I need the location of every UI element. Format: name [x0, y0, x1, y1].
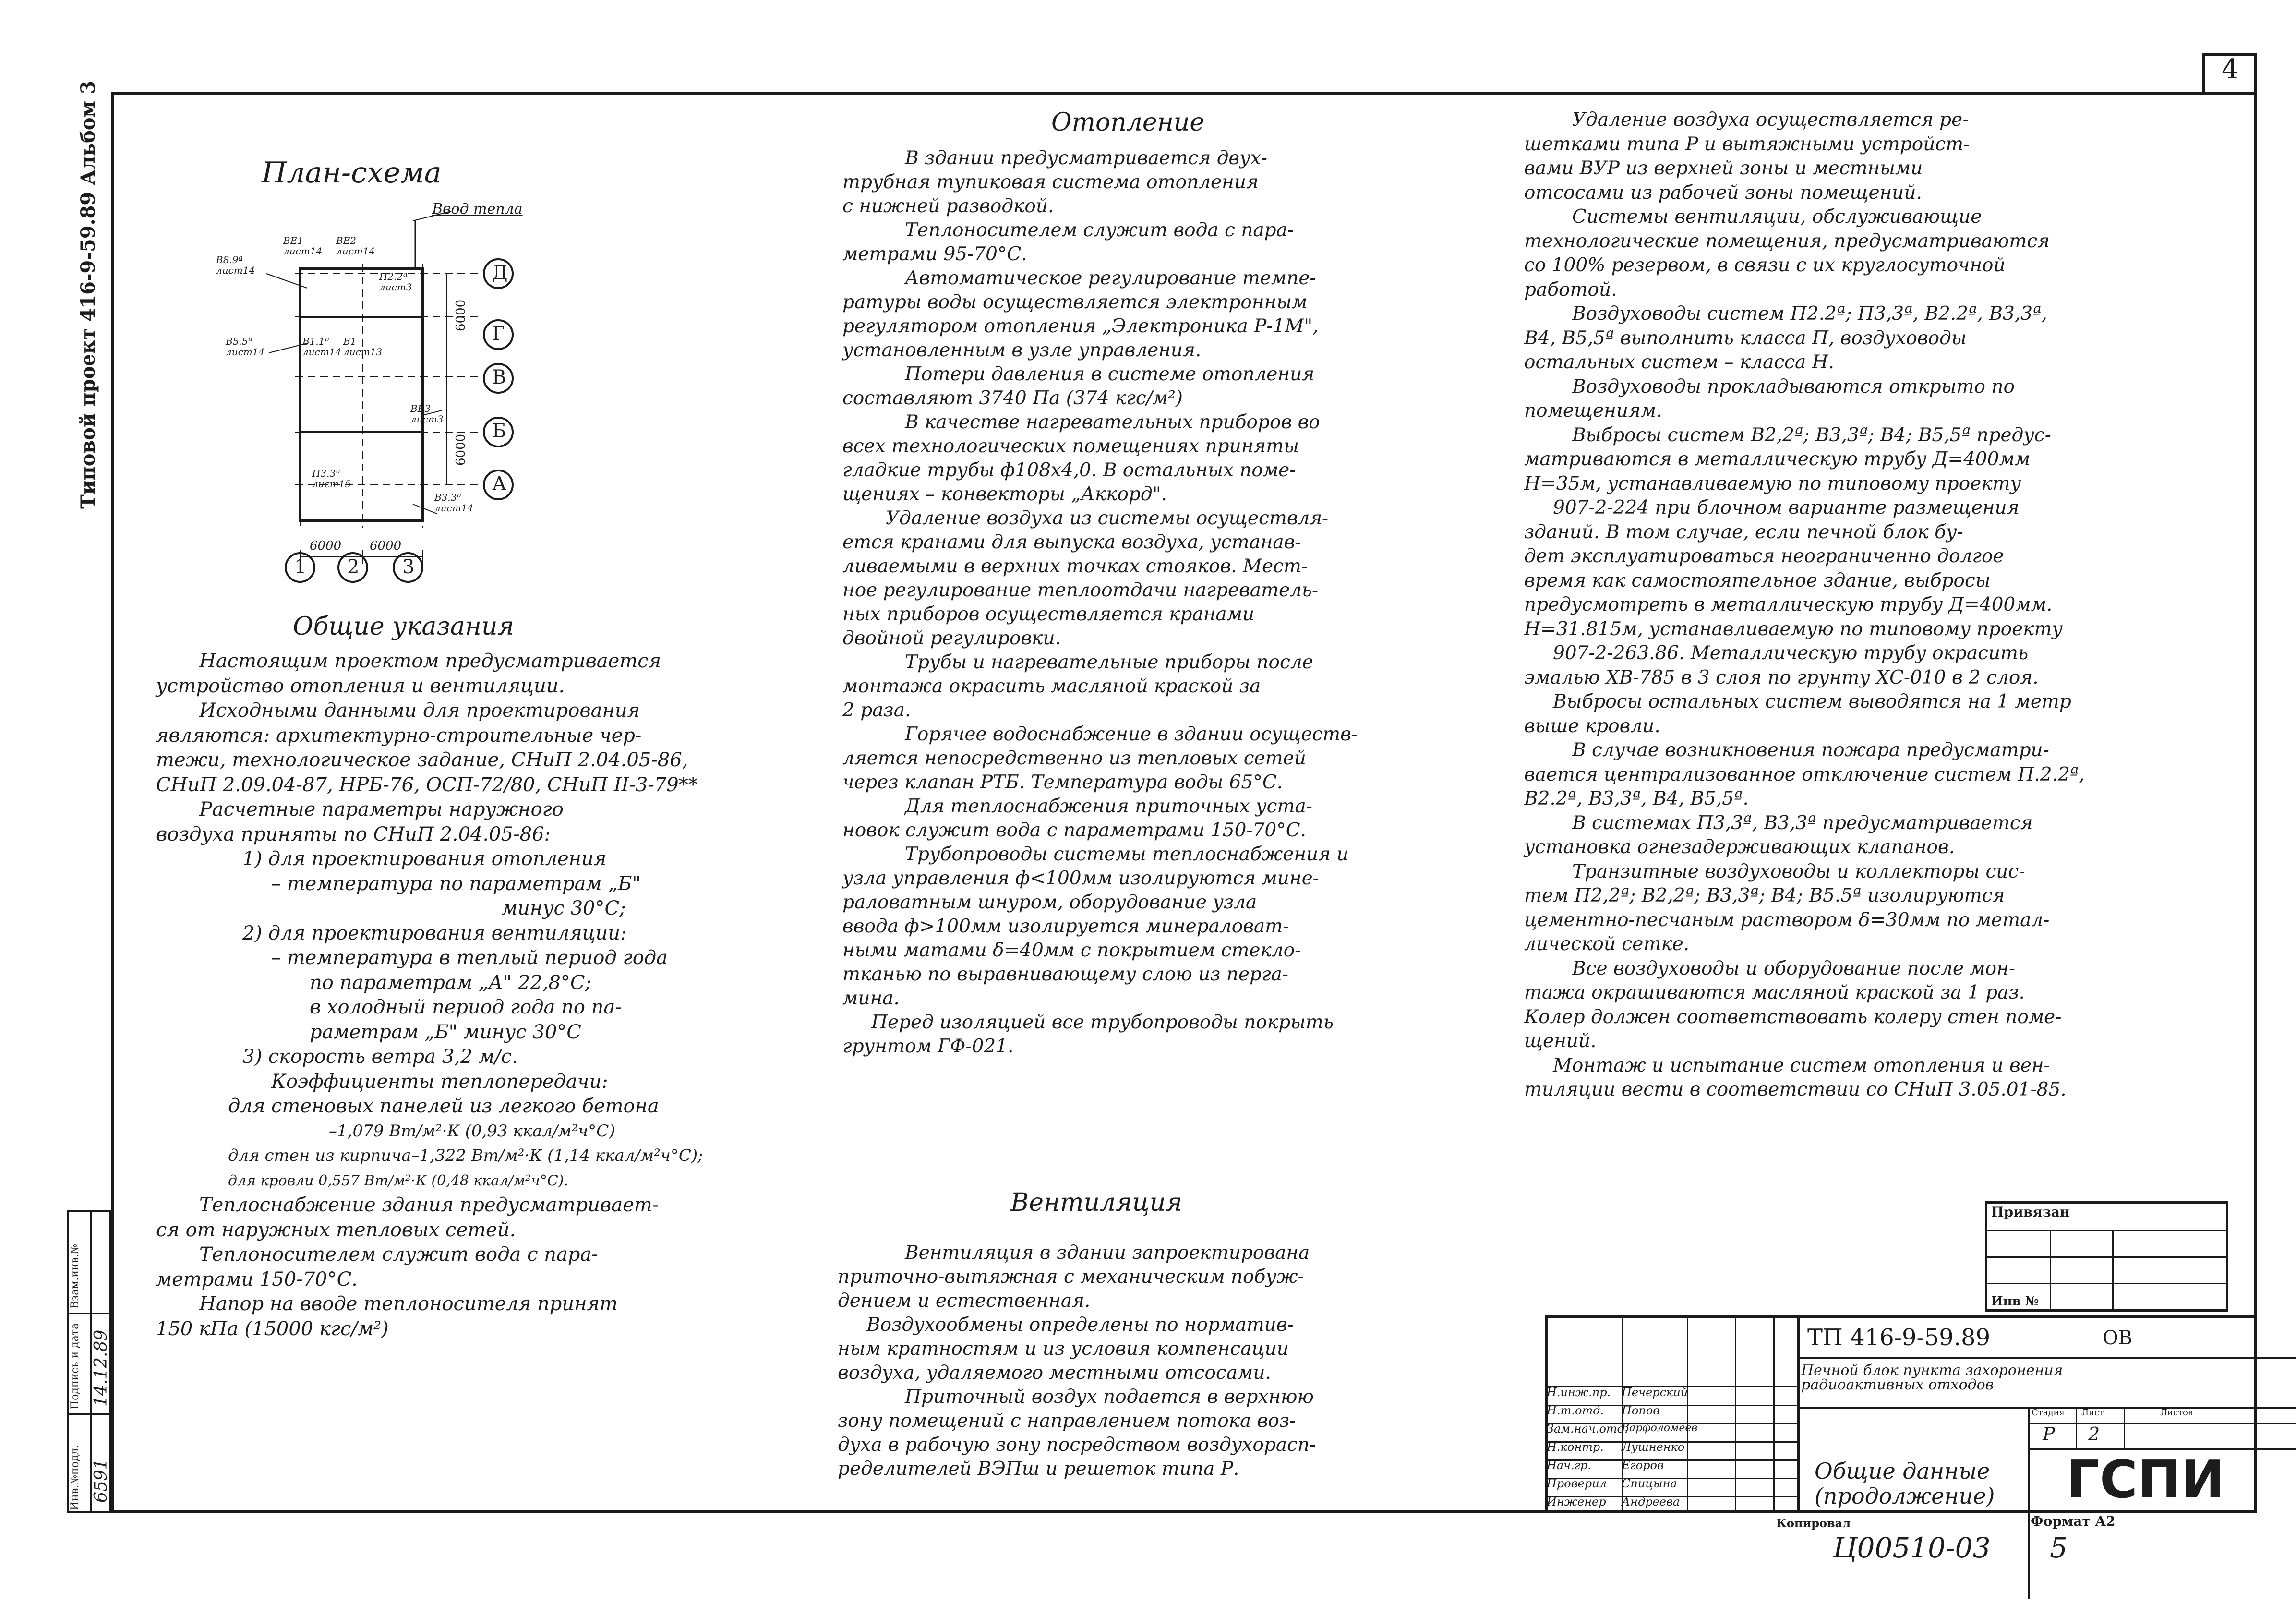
right-line: Удаление воздуха осуществляется ре- — [1572, 109, 1969, 131]
heating-line: монтажа окрасить масляной краской за — [842, 675, 1261, 697]
axis-letter-b: Б — [492, 420, 506, 442]
dim-vertical-2: 6000 — [454, 434, 468, 466]
tb-stage: Р — [2043, 1423, 2055, 1445]
side-title: Типовой проект 416-9-59.89 Альбом 3 — [77, 81, 99, 509]
right-line: Выбросы остальных систем выводятся на 1 метр — [1553, 691, 2071, 712]
right-line: Выбросы систем В2,2ª; В3,3ª; В4; В5,5ª предус- — [1572, 424, 2051, 446]
general-line: Теплоснабжение здания предусматривает- — [199, 1194, 659, 1216]
axis-letter-v: В — [492, 366, 506, 388]
general-line: Напор на вводе теплоносителя принят — [199, 1293, 618, 1315]
right-line: работой. — [1524, 278, 1617, 301]
inv-no-label: Инв № — [1991, 1294, 2039, 1309]
general-line: для стеновых панелей из легкого бетона — [228, 1095, 659, 1117]
general-line: воздуха приняты по СНиП 2.04.05-86: — [156, 823, 551, 845]
right-line: Н=31.815м, устанавливаемую по типовому проекту — [1524, 618, 2063, 640]
ventilation-line: дением и естественная. — [838, 1290, 1091, 1312]
axis-letter-g: Г — [492, 323, 505, 345]
general-line: по параметрам „А" 22,8°С; — [310, 971, 591, 994]
general-line: 2) для проектирования вентиляции: — [242, 922, 627, 944]
archive-number: Ц00510-03 — [1833, 1532, 1991, 1564]
stamp-inv-value: 6591 — [91, 1459, 111, 1503]
heating-line: Для теплоснабжения приточных уста- — [905, 796, 1312, 817]
general-notes — [156, 649, 703, 1341]
axis-number-3: 3 — [402, 556, 415, 578]
right-line: щений. — [1524, 1030, 1597, 1052]
heating-line: с нижней разводкой. — [842, 195, 1054, 217]
general-line: СНиП 2.09.04-87, НРБ-76, ОСП-72/80, СНиП II-3-79** — [156, 773, 698, 796]
heating-line: Удаление воздуха из системы осуществля- — [886, 507, 1329, 529]
stamp-inv-label: Инв.№подл. — [69, 1445, 81, 1510]
right-line: время как самостоятельное здание, выбросы — [1524, 569, 1991, 591]
heating-line: ных приборов осуществляется кранами — [842, 603, 1255, 625]
general-line: минус 30°С; — [502, 897, 626, 919]
heating-line: Горячее водоснабжение в здании осуществ- — [905, 724, 1358, 745]
plan-scheme-drawing — [211, 197, 571, 595]
sig-role-2: Зам.нач.отд. — [1547, 1422, 1628, 1435]
right-line: Транзитные воздуховоды и коллекторы сис- — [1572, 860, 2025, 882]
heating-title: Отопление — [1051, 108, 1205, 137]
tb-sheets-label: Листов — [2160, 1408, 2193, 1418]
right-line: отсосами из рабочей зоны помещений. — [1524, 181, 1922, 204]
right-line: тиляции вести в соответствии со СНиП 3.05.01-85. — [1524, 1079, 2067, 1100]
format-label: Формат А2 — [2031, 1513, 2116, 1529]
ventilation-line: приточно-вытяжная с механическим побуж- — [838, 1266, 1304, 1288]
heating-line: 2 раза. — [842, 699, 911, 721]
heating-line: Перед изоляцией все трубопроводы покрыть — [871, 1012, 1334, 1033]
stamp-vzam-label: Взам.инв.№ — [69, 1244, 81, 1309]
general-line: тежи, технологическое задание, СНиП 2.04.05-86, — [156, 749, 688, 771]
sig-role-6: Инженер — [1547, 1495, 1606, 1508]
general-line: Коэффициенты теплопередачи: — [271, 1070, 608, 1093]
stamp-date-value: 14.12.89 — [91, 1329, 111, 1407]
ventilation-line: Вентиляция в здании запроектирована — [905, 1242, 1310, 1264]
dim-horizontal-2: 6000 — [370, 539, 402, 553]
ventilation-line: Воздухообмены определены по норматив- — [866, 1314, 1294, 1336]
heating-line: Трубопроводы системы теплоснабжения и — [905, 844, 1349, 865]
plan-label-be3: ВЕ3 лист3 — [410, 403, 444, 425]
general-line: для стен из кирпича–1,322 Вт/м²·К (1,14 ккал/м²ч°С); — [228, 1146, 703, 1165]
general-title: Общие указания — [293, 612, 514, 641]
ventilation-line: ределителей ВЭПш и решеток типа Р. — [838, 1458, 1239, 1480]
heating-line: ное регулирование теплоотдачи нагреватель- — [842, 579, 1319, 601]
heating-line: тканью по выравнивающему слою из перга- — [842, 964, 1289, 985]
ventilation-title: Вентиляция — [1010, 1188, 1182, 1217]
heating-line: регулятором отопления „Электроника Р-1М", — [842, 315, 1319, 337]
sig-name-6: Андреева — [1622, 1495, 1680, 1508]
right-line: В2.2ª, В3,3ª, В4, В5,5ª. — [1524, 788, 1749, 809]
heating-line: составляют 3740 Па (374 кгс/м²) — [842, 387, 1183, 409]
sig-name-1: Попов — [1622, 1404, 1660, 1417]
general-line: Настоящим проектом предусматривается — [199, 650, 661, 672]
heating-line: В здании предусматривается двух- — [905, 147, 1267, 169]
right-line: цементно-песчаным раствором δ=30мм по метал- — [1524, 909, 2050, 931]
archive-page: 5 — [2050, 1532, 2068, 1564]
general-line: – температура по параметрам „Б" — [271, 872, 641, 895]
page-number: 4 — [2222, 54, 2239, 85]
axis-letter-d: Д — [492, 262, 508, 284]
heating-line: через клапан РТБ. Температура воды 65°С. — [842, 772, 1283, 793]
general-line: Теплоносителем служит вода с пара- — [199, 1243, 598, 1266]
axis-number-2: 2 — [347, 556, 360, 578]
tb-org: ГСПИ — [2067, 1450, 2224, 1510]
ventilation-line: Приточный воздух подается в верхнюю — [905, 1386, 1314, 1408]
right-line: матриваются в металлическую трубу Д=400мм — [1524, 448, 2031, 470]
right-line: Воздуховоды систем П2.2ª; П3,3ª, В2.2ª, В3,3ª, — [1572, 303, 2047, 325]
right-line: вами ВУР из верхней зоны и местными — [1524, 157, 1923, 179]
right-line: эмалью ХВ-785 в 3 слоя по грунту ХС-010 в 2 слоя. — [1524, 666, 2039, 688]
stamp-sign-label: Подпись и дата — [69, 1323, 81, 1410]
right-line: Воздуховоды прокладываются открыто по — [1572, 375, 2015, 398]
plan-label-v1: В1 лист13 — [343, 336, 383, 358]
plan-label-be1: ВЕ1 лист14 — [283, 235, 323, 257]
general-line: метрами 150-70°С. — [156, 1268, 358, 1290]
copied-label: Копировал — [1776, 1516, 1851, 1530]
heating-line: ливаемыми в верхних точках стояков. Мест- — [842, 555, 1308, 577]
general-line: – температура в теплый период года — [271, 947, 668, 969]
heating-line: ляется непосредственно из тепловых сетей — [842, 748, 1306, 769]
tb-doc-name: Общие данные (продолжение) — [1815, 1458, 1995, 1509]
plan-label-v55: В5.5ª лист14 — [226, 336, 265, 358]
general-line: раметрам „Б" минус 30°С — [310, 1021, 581, 1043]
sig-role-3: Н.контр. — [1547, 1440, 1604, 1454]
tb-sheet-label: Лист — [2081, 1408, 2104, 1418]
right-line: Колер должен соответствовать колеру стен поме- — [1524, 1006, 2062, 1028]
right-line: В4, В5,5ª выполнить класса П, воздуховоды — [1524, 327, 1967, 349]
heating-line: гладкие трубы ф108х4,0. В остальных поме- — [842, 459, 1296, 481]
general-line: Расчетные параметры наружного — [199, 798, 564, 820]
heating-line: ется кранами для выпуска воздуха, устанав- — [842, 531, 1301, 553]
plan-label-be2: ВЕ2 лист14 — [336, 235, 375, 257]
heating-line: грунтом ГФ-021. — [842, 1036, 1014, 1057]
plan-label-v33: В3.3ª лист14 — [434, 492, 474, 514]
tb-object: Печной блок пункта захоронения радиоактивных отходов — [1801, 1362, 2063, 1393]
dim-vertical-1: 6000 — [454, 299, 468, 331]
heating-line: Теплоносителем служит вода с пара- — [905, 219, 1294, 241]
heating-line: ными матами δ=40мм с покрытием стекло- — [842, 940, 1301, 961]
general-line: устройство отопления и вентиляции. — [156, 675, 565, 697]
right-line: Системы вентиляции, обслуживающие — [1572, 206, 1982, 228]
heating-line: двойной регулировки. — [842, 627, 1061, 649]
sig-role-0: Н.инж.пр. — [1547, 1386, 1611, 1399]
general-line: в холодный период года по па- — [310, 996, 622, 1018]
right-line: Монтаж и испытание систем отопления и вен- — [1553, 1054, 2050, 1076]
heating-line: установленным в узле управления. — [842, 339, 1202, 361]
right-line: дет эксплуатироваться неограниченно долгое — [1524, 545, 2004, 567]
heating-line: новок служит вода с параметрами 150-70°С. — [842, 820, 1306, 841]
heating-line: всех технологических помещениях приняты — [842, 435, 1299, 457]
general-line: Исходными данными для проектирования — [199, 699, 640, 722]
heating-line: Трубы и нагревательные приборы после — [905, 651, 1313, 673]
ventilation-line: воздуха, удаляемого местными отсосами. — [838, 1362, 1271, 1384]
heating-line: раловатным шнуром, оборудование узла — [842, 892, 1257, 913]
plan-title: План-схема — [262, 156, 442, 190]
heating-line: Автоматическое регулирование темпе- — [905, 267, 1316, 289]
ventilation-line: духа в рабочую зону посредством воздухорасп- — [838, 1434, 1316, 1456]
right-line: выше кровли. — [1524, 715, 1660, 737]
right-line: шетками типа Р и вытяжными устройст- — [1524, 133, 1970, 155]
heating-line: метрами 95-70°С. — [842, 243, 1027, 265]
right-line: со 100% резервом, в связи с их круглосуточной — [1524, 254, 2006, 276]
tb-code: ТП 416-9-59.89 — [1807, 1324, 1991, 1351]
right-line: предусмотреть в металлическую трубу Д=400мм. — [1524, 594, 2053, 615]
general-line: –1,079 Вт/м²·К (0,93 ккал/м²ч°С) — [329, 1121, 615, 1141]
heating-line: мина. — [842, 988, 900, 1009]
right-line: остальных систем – класса Н. — [1524, 351, 1835, 373]
right-line: тем П2,2ª; В2,2ª; В3,3ª; В4; В5.5ª изолируются — [1524, 885, 2005, 906]
sig-role-1: Н.т.отд. — [1547, 1404, 1604, 1417]
right-line: технологические помещения, предусматриваются — [1524, 230, 2050, 252]
right-line: В случае возникновения пожара предусматри- — [1572, 739, 2049, 761]
right-line: вается централизованное отключение систем П.2.2ª, — [1524, 763, 2085, 785]
sig-role-5: Проверил — [1547, 1477, 1607, 1490]
right-line: Н=35м, устанавливаемую по типовому проекту — [1524, 472, 2021, 494]
general-line: 3) скорость ветра 3,2 м/с. — [242, 1046, 518, 1068]
right-line: 907-2-263.86. Металлическую трубу окрасить — [1553, 642, 2029, 664]
heating-line: щениях – конвекторы „Аккорд". — [842, 483, 1167, 505]
general-line: являются: архитектурно-строительные чер- — [156, 724, 642, 747]
sig-role-4: Нач.гр. — [1547, 1459, 1591, 1472]
heating-line: узла управления ф<100мм изолируются мине- — [842, 868, 1319, 889]
tb-stage-label: Стадия — [2032, 1408, 2065, 1418]
plan-label-p33: П3.3ª лист15 — [312, 468, 351, 490]
general-line: 1) для проектирования отопления — [242, 848, 607, 870]
general-line: 150 кПа (15000 кгс/м²) — [156, 1317, 389, 1340]
sig-name-4: Егоров — [1622, 1459, 1664, 1472]
axis-letter-a: А — [492, 473, 507, 495]
right-line: 907-2-224 при блочном варианте размещения — [1553, 497, 2020, 519]
heating-line: Потери давления в системе отопления — [905, 363, 1315, 385]
ventilation-section — [838, 1241, 1316, 1481]
right-line: Все воздуховоды и оборудование после мон- — [1572, 957, 2016, 979]
heating-line: ратуры воды осуществляется электронным — [842, 291, 1308, 313]
general-line: ся от наружных тепловых сетей. — [156, 1218, 516, 1241]
privyazan-label: Привязан — [1991, 1204, 2070, 1220]
right-line: лической сетке. — [1524, 933, 1690, 955]
plan-label-v11: В1.1ª лист14 — [302, 336, 342, 358]
plan-label-v89: В8.9ª лист14 — [216, 254, 255, 276]
right-line: тажа окрашиваются масляной краской за 1 раз. — [1524, 982, 2025, 1003]
general-line: для кровли 0,557 Вт/м²·К (0,48 ккал/м²ч°С). — [228, 1172, 569, 1189]
sig-name-3: Лушненко — [1622, 1440, 1685, 1454]
sig-name-2: Варфоломеев — [1622, 1422, 1698, 1434]
ventilation-line: зону помещений с направлением потока воз- — [838, 1410, 1296, 1432]
right-line: помещениям. — [1524, 400, 1662, 422]
sig-name-0: Печерский — [1622, 1386, 1688, 1399]
plan-label-p22: П2.2ª лист3 — [379, 271, 412, 293]
tb-mark: ОВ — [2103, 1327, 2133, 1349]
right-column — [1524, 108, 2085, 1102]
axis-number-1: 1 — [294, 556, 307, 578]
right-line: В системах П3,3ª, В3,3ª предусматривается — [1572, 812, 2033, 834]
heating-line: В качестве нагревательных приборов во — [905, 411, 1320, 433]
right-line: установка огнезадерживающих клапанов. — [1524, 836, 1955, 858]
dim-horizontal-1: 6000 — [310, 539, 342, 553]
heating-section — [842, 146, 1358, 1059]
heating-line: трубная тупиковая система отопления — [842, 171, 1259, 193]
ventilation-line: ным кратностям и из условия компенсации — [838, 1338, 1289, 1360]
plan-vvod-label: Ввод тепла — [432, 201, 523, 217]
right-line: зданий. В том случае, если печной блок бу- — [1524, 521, 1963, 543]
tb-sheet: 2 — [2088, 1423, 2100, 1445]
sig-name-5: Спицына — [1622, 1477, 1677, 1490]
heating-line: ввода ф>100мм изолируется минераловат- — [842, 916, 1289, 937]
